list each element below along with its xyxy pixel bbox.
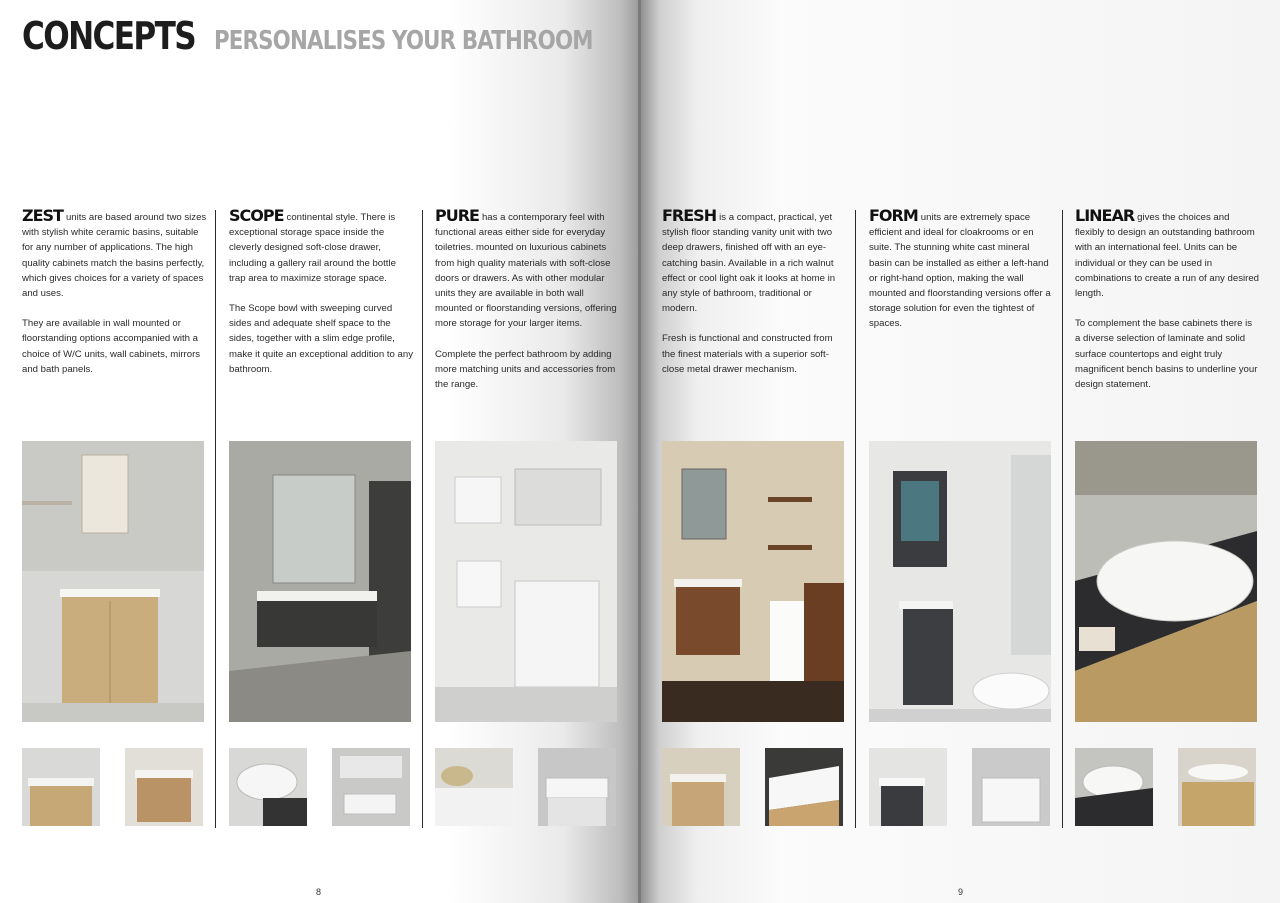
- page-heading: [22, 14, 593, 58]
- scope-main-photo: [229, 441, 411, 722]
- fresh-thumb-2: [765, 748, 843, 826]
- zest-thumb-1: [22, 748, 100, 826]
- zest-main-photo: [22, 441, 204, 722]
- fresh-thumb-1: [662, 748, 740, 826]
- product-column-pure: [435, 208, 620, 392]
- linear-main-photo: [1075, 441, 1257, 722]
- form-thumb-1: [869, 748, 947, 826]
- pure-main-photo: [435, 441, 617, 722]
- product-intro: [22, 208, 207, 301]
- product-column-form: [869, 208, 1054, 332]
- product-intro-text: units are based around two sizes with stylish white ceramic basins, suitable for any number of applications. The high quality cabinets match the basins perfectly, which gives choices for a variety of spaces and uses.: [22, 212, 207, 300]
- product-name: FORM: [869, 206, 918, 225]
- product-column-scope: [229, 208, 414, 377]
- heading-title: CONCEPTS: [22, 14, 196, 58]
- linear-thumb-1: [1075, 748, 1153, 826]
- scope-thumb-2: [332, 748, 410, 826]
- product-name: PURE: [435, 206, 479, 225]
- product-intro-text: has a contemporary feel with functional areas either side for everyday toiletries. mounted on luxurious cabinets from high quality materials with soft-close doors or drawers. As with other modular units they are available in both wall mounted or floorstanding versions, offering more storage for your larger items.: [435, 212, 617, 330]
- product-intro: [1075, 208, 1260, 301]
- book-spine: [638, 0, 641, 903]
- product-intro-text: units are extremely space efficient and ideal for cloakrooms or en suite. The stunning white cast mineral basin can be installed as either a left-hand or right-hand option, making the wall mounted and floorstanding versions offer a storage solution for even the tightest of spaces.: [869, 212, 1051, 330]
- form-main-photo: [869, 441, 1051, 722]
- product-name: ZEST: [22, 206, 63, 225]
- product-intro-text: continental style. There is exceptional storage space inside the cleverly designed soft-close drawer, including a gallery rail around the bottle trap area to maximize storage space.: [229, 212, 396, 284]
- page-number-left: 8: [316, 887, 322, 897]
- product-intro: [229, 208, 414, 286]
- product-paragraph: The Scope bowl with sweeping curved sides and adequate shelf space to the sides, together with a slim edge profile, make it quite an exceptional addition to any bathroom.: [229, 303, 414, 375]
- column-divider: [422, 210, 423, 828]
- product-intro: [435, 208, 620, 332]
- heading-subtitle: PERSONALISES YOUR BATHROOM: [214, 26, 593, 56]
- page-number-right: 9: [958, 887, 964, 897]
- linear-thumb-2: [1178, 748, 1256, 826]
- product-name: SCOPE: [229, 206, 284, 225]
- column-divider: [215, 210, 216, 828]
- zest-thumb-2: [125, 748, 203, 826]
- product-intro: [869, 208, 1054, 332]
- product-column-linear: [1075, 208, 1260, 392]
- product-paragraph: To complement the base cabinets there is a diverse selection of laminate and solid surface countertops and eight truly magnificent bench basins to underline your design statement.: [1075, 318, 1258, 391]
- product-paragraph: Complete the perfect bathroom by adding more matching units and accessories from the range.: [435, 348, 616, 391]
- pure-thumb-2: [538, 748, 616, 826]
- column-divider: [855, 210, 856, 828]
- form-thumb-2: [972, 748, 1050, 826]
- product-column-zest: [22, 208, 207, 377]
- product-column-fresh: [662, 208, 847, 377]
- scope-thumb-1: [229, 748, 307, 826]
- product-intro-text: is a compact, practical, yet stylish floor standing vanity unit with two deep drawers, finished off with an eye-catching basin. Available in a rich walnut effect or cool light oak it looks at home in any style of bathroom, traditional or modern.: [662, 212, 836, 315]
- product-intro-text: gives the choices and flexibly to design an outstanding bathroom with an international feel. Units can be individual or they can be used in combinations to create a run of any desired length.: [1075, 212, 1259, 300]
- pure-thumb-1: [435, 748, 513, 826]
- product-name: FRESH: [662, 206, 717, 225]
- column-divider: [1062, 210, 1063, 828]
- product-paragraph: Fresh is functional and constructed from the finest materials with a superior soft-close metal drawer mechanism.: [662, 333, 833, 375]
- product-name: LINEAR: [1075, 206, 1135, 225]
- fresh-main-photo: [662, 441, 844, 722]
- product-intro: [662, 208, 847, 316]
- product-paragraph: They are available in wall mounted or floorstanding options accompanied with a choice of W/C units, wall cabinets, mirrors and bath panels.: [22, 318, 201, 375]
